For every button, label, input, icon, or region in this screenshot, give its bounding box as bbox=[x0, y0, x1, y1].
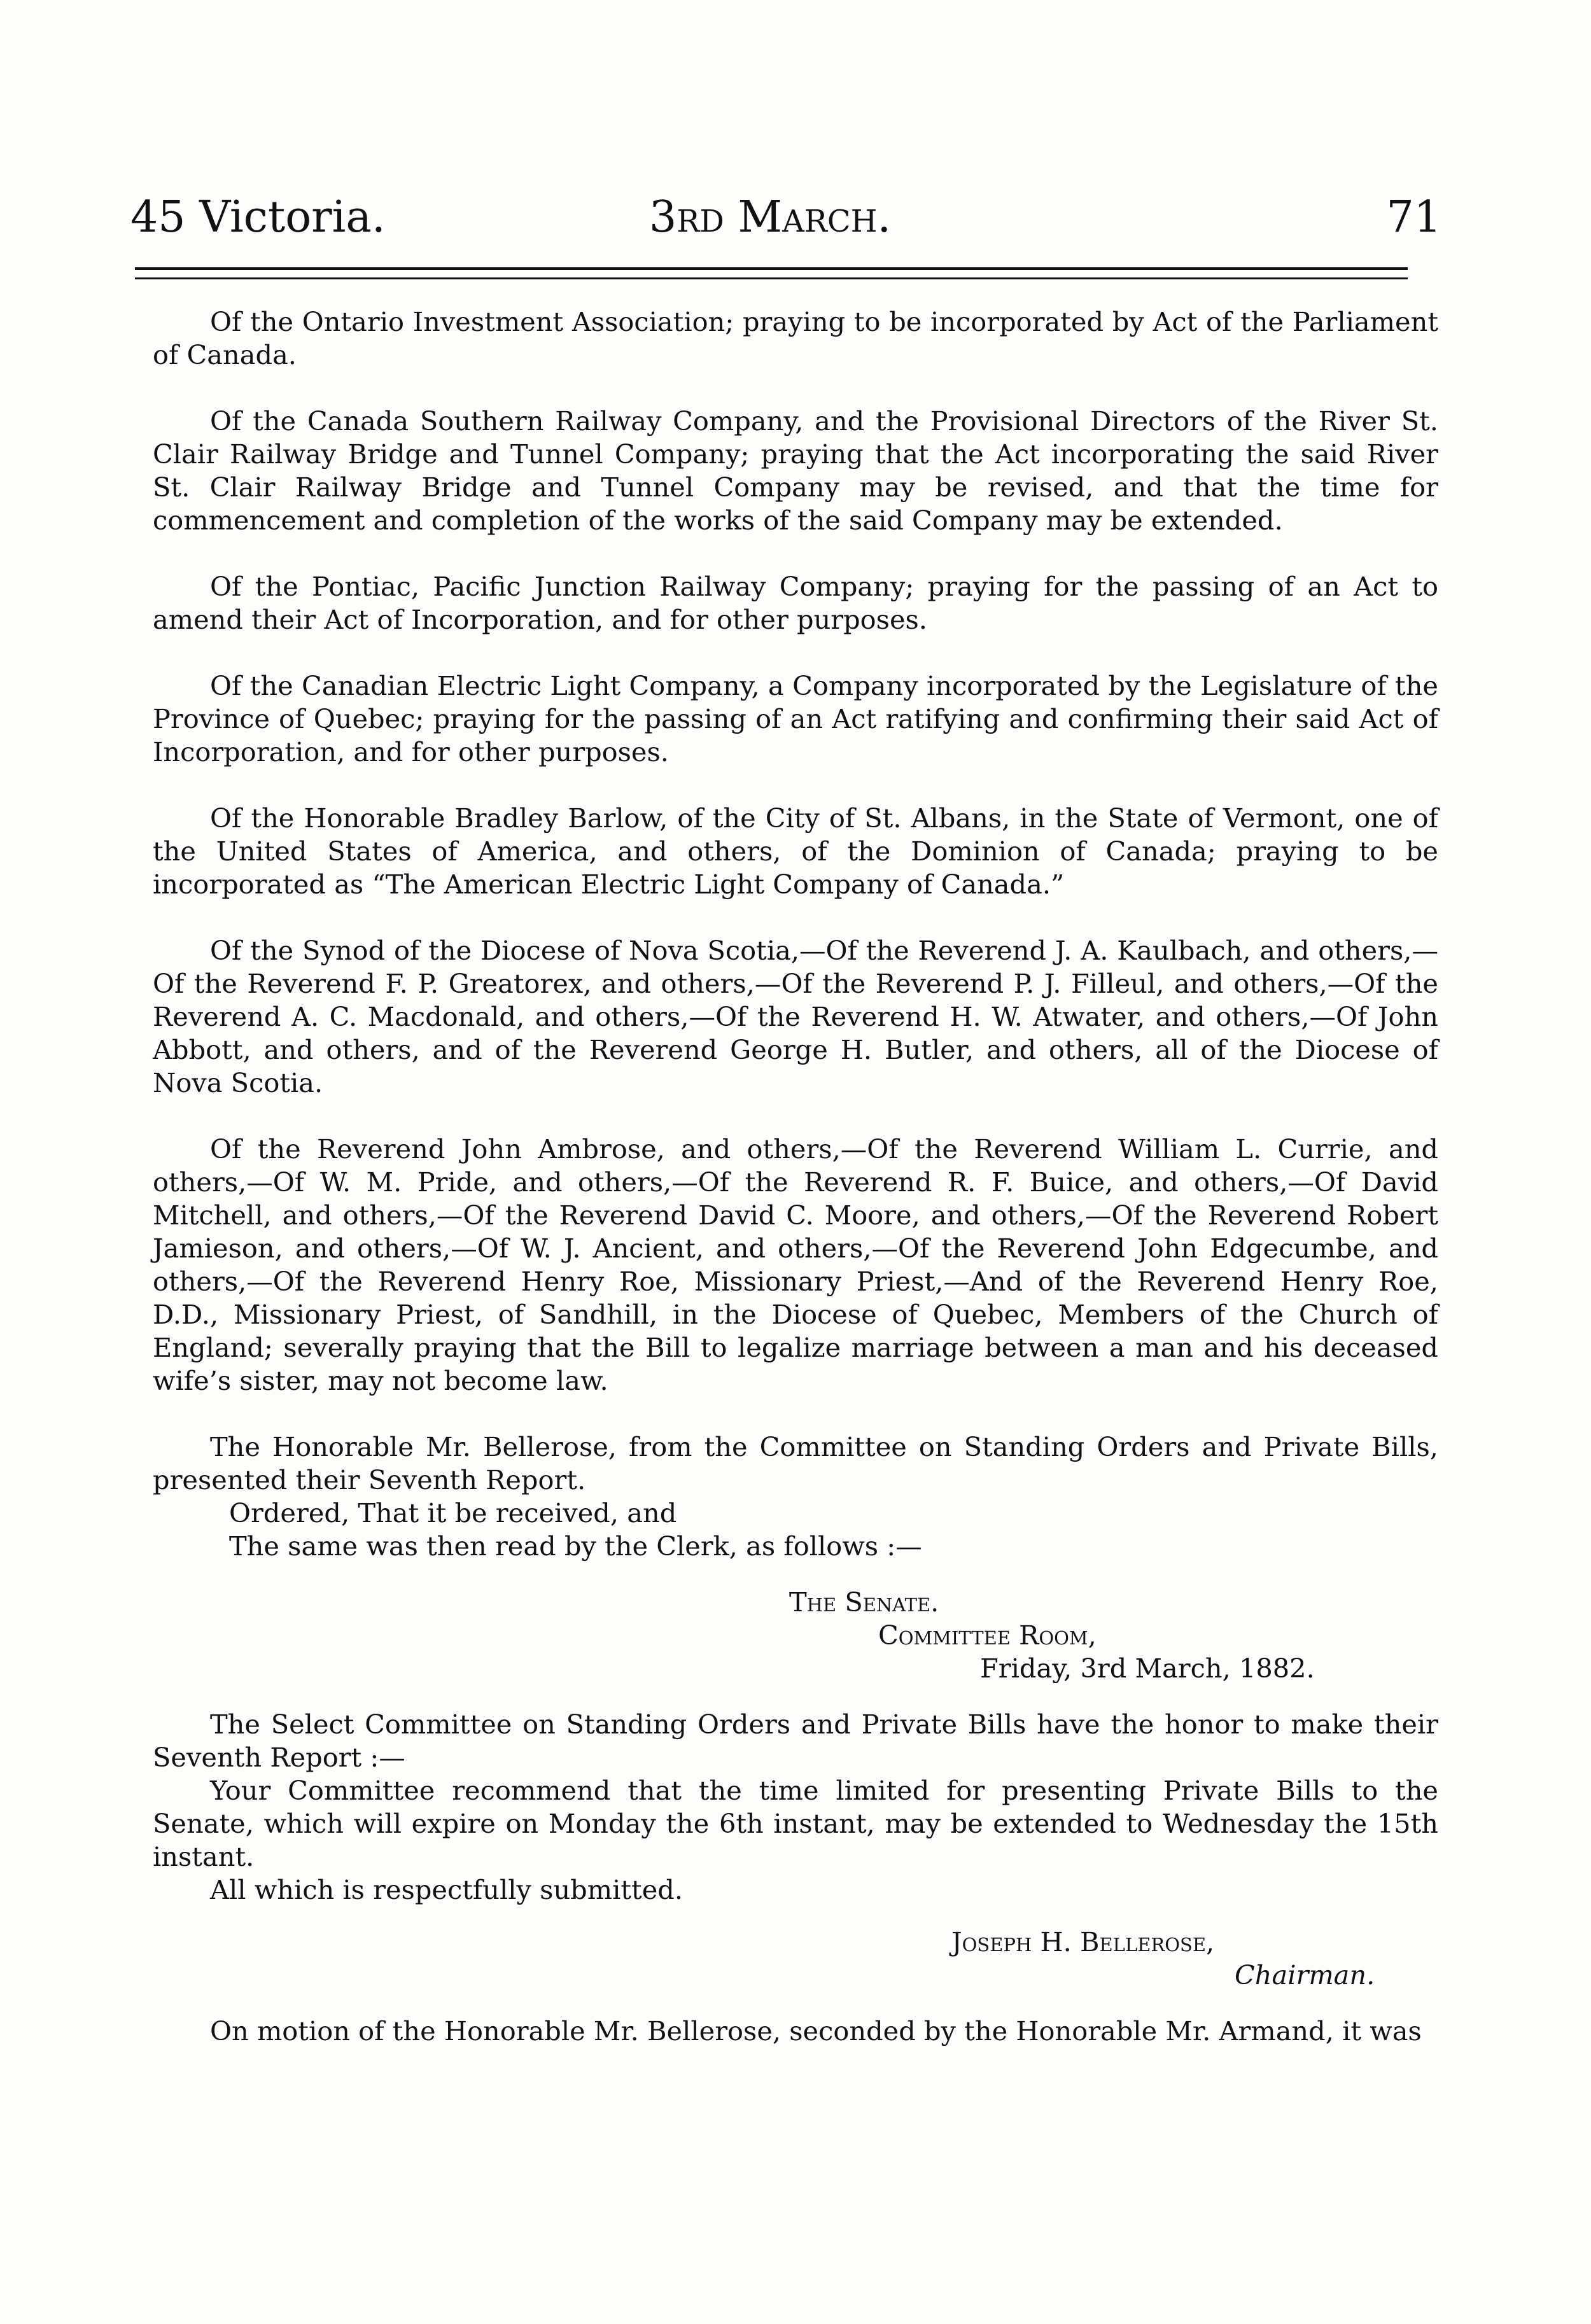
page-number: 71 bbox=[1386, 192, 1441, 242]
report-paragraph: Your Committee recommend that the time limited for presenting Private Bills to the Senate, which will expire on Monday the 6th instant, may be extended to Wednesday the 15th instant. bbox=[153, 1775, 1438, 1872]
report-paragraph: The Select Committee on Standing Orders and Private Bills have the honor to make their Seventh Report :— bbox=[153, 1709, 1438, 1773]
spacer bbox=[153, 1563, 1438, 1586]
header-rule-top bbox=[135, 267, 1408, 270]
signature-name: Joseph H. Bellerose, bbox=[951, 1926, 1215, 1957]
signature-title: Chairman. bbox=[1235, 1959, 1375, 1991]
header-session: 45 Victoria. bbox=[130, 192, 386, 242]
spacer bbox=[153, 1992, 1438, 2015]
page-header bbox=[130, 186, 1441, 249]
petition-paragraph: Of the Reverend John Ambrose, and others,—Of the Reverend William L. Currie, and others,—Of W. M. Pride, and others,—Of the Reverend R. F. Buice, and others,—Of David Mitchell, and others,—Of the Reverend David C. Moore, and others,—Of the Reverend Robert Jamieson, and others,—Of W. J. Ancient, and others,—Of the Reverend John Edgecumbe, and others,—Of the Reverend Henry Roe, Missionary Priest,—And of the Reverend Henry Roe, D.D., Missionary Priest, of Sandhill, in the Diocese of Quebec, Members of the Church of England; severally praying that the Bill to legalize marriage between a man and his deceased wife’s sister, may not become law. bbox=[153, 1133, 1438, 1396]
ordered-line: Ordered, That it be received, and bbox=[229, 1497, 677, 1529]
petition-paragraph: Of the Honorable Bradley Barlow, of the City of St. Albans, in the State of Vermont, one of the United States of America, and others, of the Dominion of Canada; praying to be incorporated as “The American Electric Light Company of Canada.” bbox=[153, 802, 1438, 900]
read-line: The same was then read by the Clerk, as follows :— bbox=[229, 1530, 922, 1562]
petition-paragraph: Of the Canadian Electric Light Company, a Company incorporated by the Legislature of the Province of Quebec; praying for the passing of an Act ratifying and confirming their said Act of Incorporation, and for other purposes. bbox=[153, 670, 1438, 767]
report-intro: The Honorable Mr. Bellerose, from the Committee on Standing Orders and Private Bills, presented their Seventh Report. bbox=[153, 1431, 1438, 1495]
petition-paragraph: Of the Pontiac, Pacific Junction Railway Company; praying for the passing of an Act to amend their Act of Incorporation, and for other purposes. bbox=[153, 571, 1438, 635]
address-room: Committee Room, bbox=[878, 1620, 1097, 1651]
petition-paragraph: Of the Synod of the Diocese of Nova Scotia,—Of the Reverend J. A. Kaulbach, and others,—Of the Reverend F. P. Greatorex, and others,—Of the Reverend P. J. Filleul, and others,—Of the Reverend A. C. Macdonald, and others,—Of the Reverend H. W. Atwater, and others,—Of John Abbott, and others, and of the Reverend George H. Butler, and others, all of the Diocese of Nova Scotia. bbox=[153, 935, 1438, 1098]
report-paragraph: All which is respectfully submitted. bbox=[210, 1874, 683, 1905]
address-senate: The Senate. bbox=[789, 1586, 939, 1618]
closing-paragraph: On motion of the Honorable Mr. Bellerose, seconded by the Honorable Mr. Armand, it was bbox=[210, 2015, 1422, 2047]
header-date: 3rd March. bbox=[649, 192, 892, 242]
spacer bbox=[153, 1685, 1438, 1708]
address-date: Friday, 3rd March, 1882. bbox=[980, 1653, 1315, 1684]
petition-paragraph: Of the Ontario Investment Association; praying to be incorporated by Act of the Parliament of Canada. bbox=[153, 306, 1438, 370]
header-rule-bottom bbox=[135, 277, 1408, 279]
petition-paragraph: Of the Canada Southern Railway Company, and the Provisional Directors of the River St. Clair Railway Bridge and Tunnel Company; praying that the Act incorporating the said River St. Clair Railway Bridge and Tunnel Company may be revised, and that the time for commencement and completion of the works of the said Company may be extended. bbox=[153, 405, 1438, 536]
page-body bbox=[153, 305, 1438, 2048]
